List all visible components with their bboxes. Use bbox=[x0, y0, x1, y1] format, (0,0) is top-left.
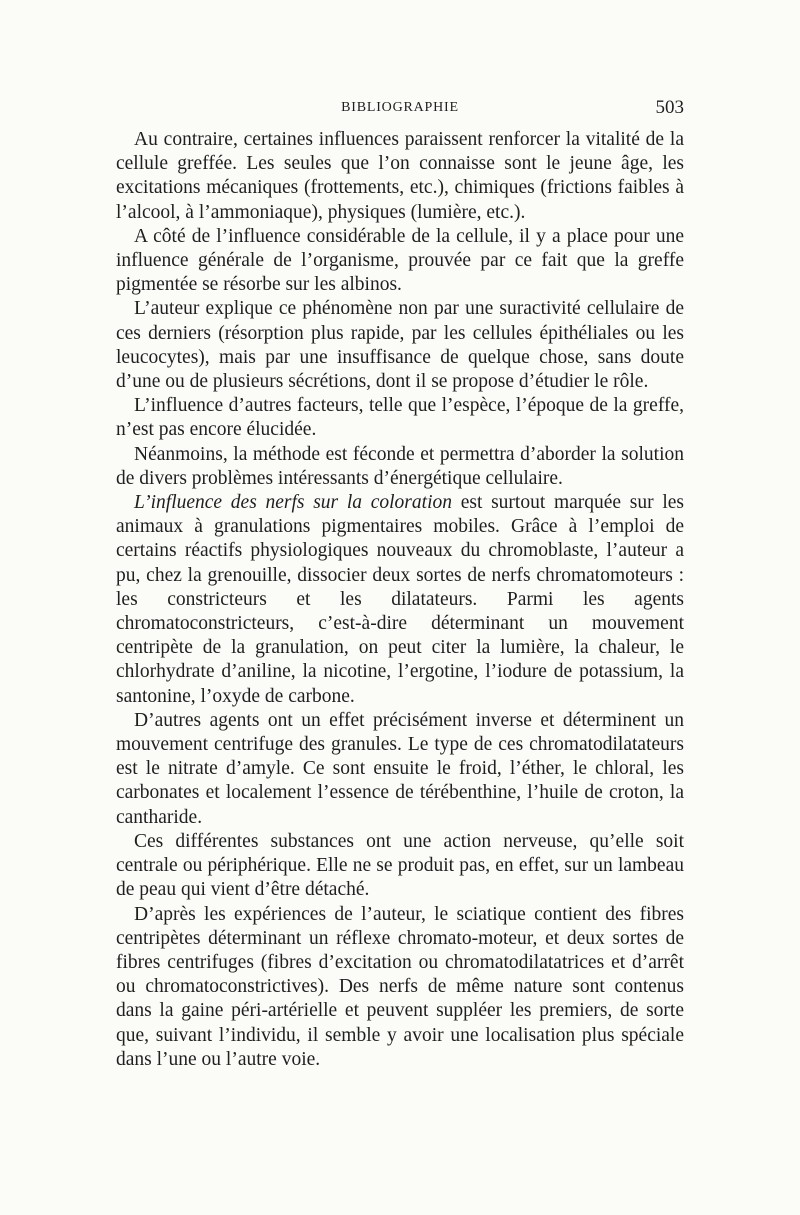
paragraph-9: D’après les expériences de l’auteur, le sciatique contient des fibres centripètes déterminant un réflexe chromato-moteur, et deux sortes de fibres centrifuges (fibres d’excitation ou chromatodilatatrices et d’arrêt ou chromatoconstrictives). Des nerfs de même nature sont contenus dans la gaine péri-artérielle et peuvent suppléer les premiers, de sorte que, suivant l’individu, il semble y avoir une localisation plus spéciale dans l’une ou l’autre voie. bbox=[116, 903, 684, 1070]
running-head bbox=[116, 96, 684, 120]
paragraph-3: L’auteur explique ce phénomène non par une suractivité cellulaire de ces derniers (résorption plus rapide, par les cellules épithéliales ou les leucocytes), mais par une insuffisance de quelque chose, sans doute d’une ou de plusieurs sécrétions, dont il se propose d’étudier le rôle. bbox=[116, 298, 684, 393]
paragraph-5: Néanmoins, la méthode est féconde et permettra d’aborder la solution de divers problèmes intéressants d’énergétique cellulaire. bbox=[116, 443, 684, 489]
body-text bbox=[116, 128, 684, 1072]
paragraph-2: A côté de l’influence considérable de la cellule, il y a place pour une influence générale de l’organisme, prouvée par ce fait que la greffe pigmentée se résorbe sur les albinos. bbox=[116, 225, 684, 296]
page-number: 503 bbox=[655, 97, 684, 118]
paragraph-7: D’autres agents ont un effet précisément inverse et déterminent un mouvement centrifuge des granules. Le type de ces chromatodilatateurs est le nitrate d’amyle. Ce sont ensuite le froid, l’éther, le chloral, les carbonates et localement l’essence de térébenthine, l’huile de croton, la cantharide. bbox=[116, 709, 684, 828]
paragraph-8: Ces différentes substances ont une action nerveuse, qu’elle soit centrale ou périphérique. Elle ne se produit pas, en effet, sur un lambeau de peau qui vient d’être détaché. bbox=[116, 830, 684, 901]
paragraph-4: L’influence d’autres facteurs, telle que l’espèce, l’époque de la greffe, n’est pas encore élucidée. bbox=[116, 395, 684, 441]
paragraph-1: Au contraire, certaines influences paraissent renforcer la vitalité de la cellule greffée. Les seules que l’on connaisse sont le jeune âge, les excitations mécaniques (frottements, etc.), chimiques (frictions faibles à l’alcool, à l’ammoniaque), physiques (lumière, etc.). bbox=[116, 129, 684, 223]
italic-section-title: L’influence des nerfs sur la coloration bbox=[134, 492, 452, 514]
paragraph-6 bbox=[116, 491, 684, 709]
paragraph-6-text: est surtout marquée sur les animaux à granulations pigmentaires mobiles. Grâce à l’emploi de certains réactifs physiologiques nouveaux du chromoblaste, l’auteur a pu, chez la grenouille, dissocier deux sortes de nerfs chromatomoteurs : les constricteurs et les dilatateurs. Parmi les agents chromatoconstricteurs, c’est-à-dire déterminant un mouvement centripète de la granulation, on peut citer la lumière, la chaleur, le chlorhydrate d’aniline, la nicotine, l’ergotine, l’iodure de potassium, la santonine, l’oxyde de carbone. bbox=[116, 492, 684, 707]
header-title: BIBLIOGRAPHIE bbox=[341, 100, 459, 115]
